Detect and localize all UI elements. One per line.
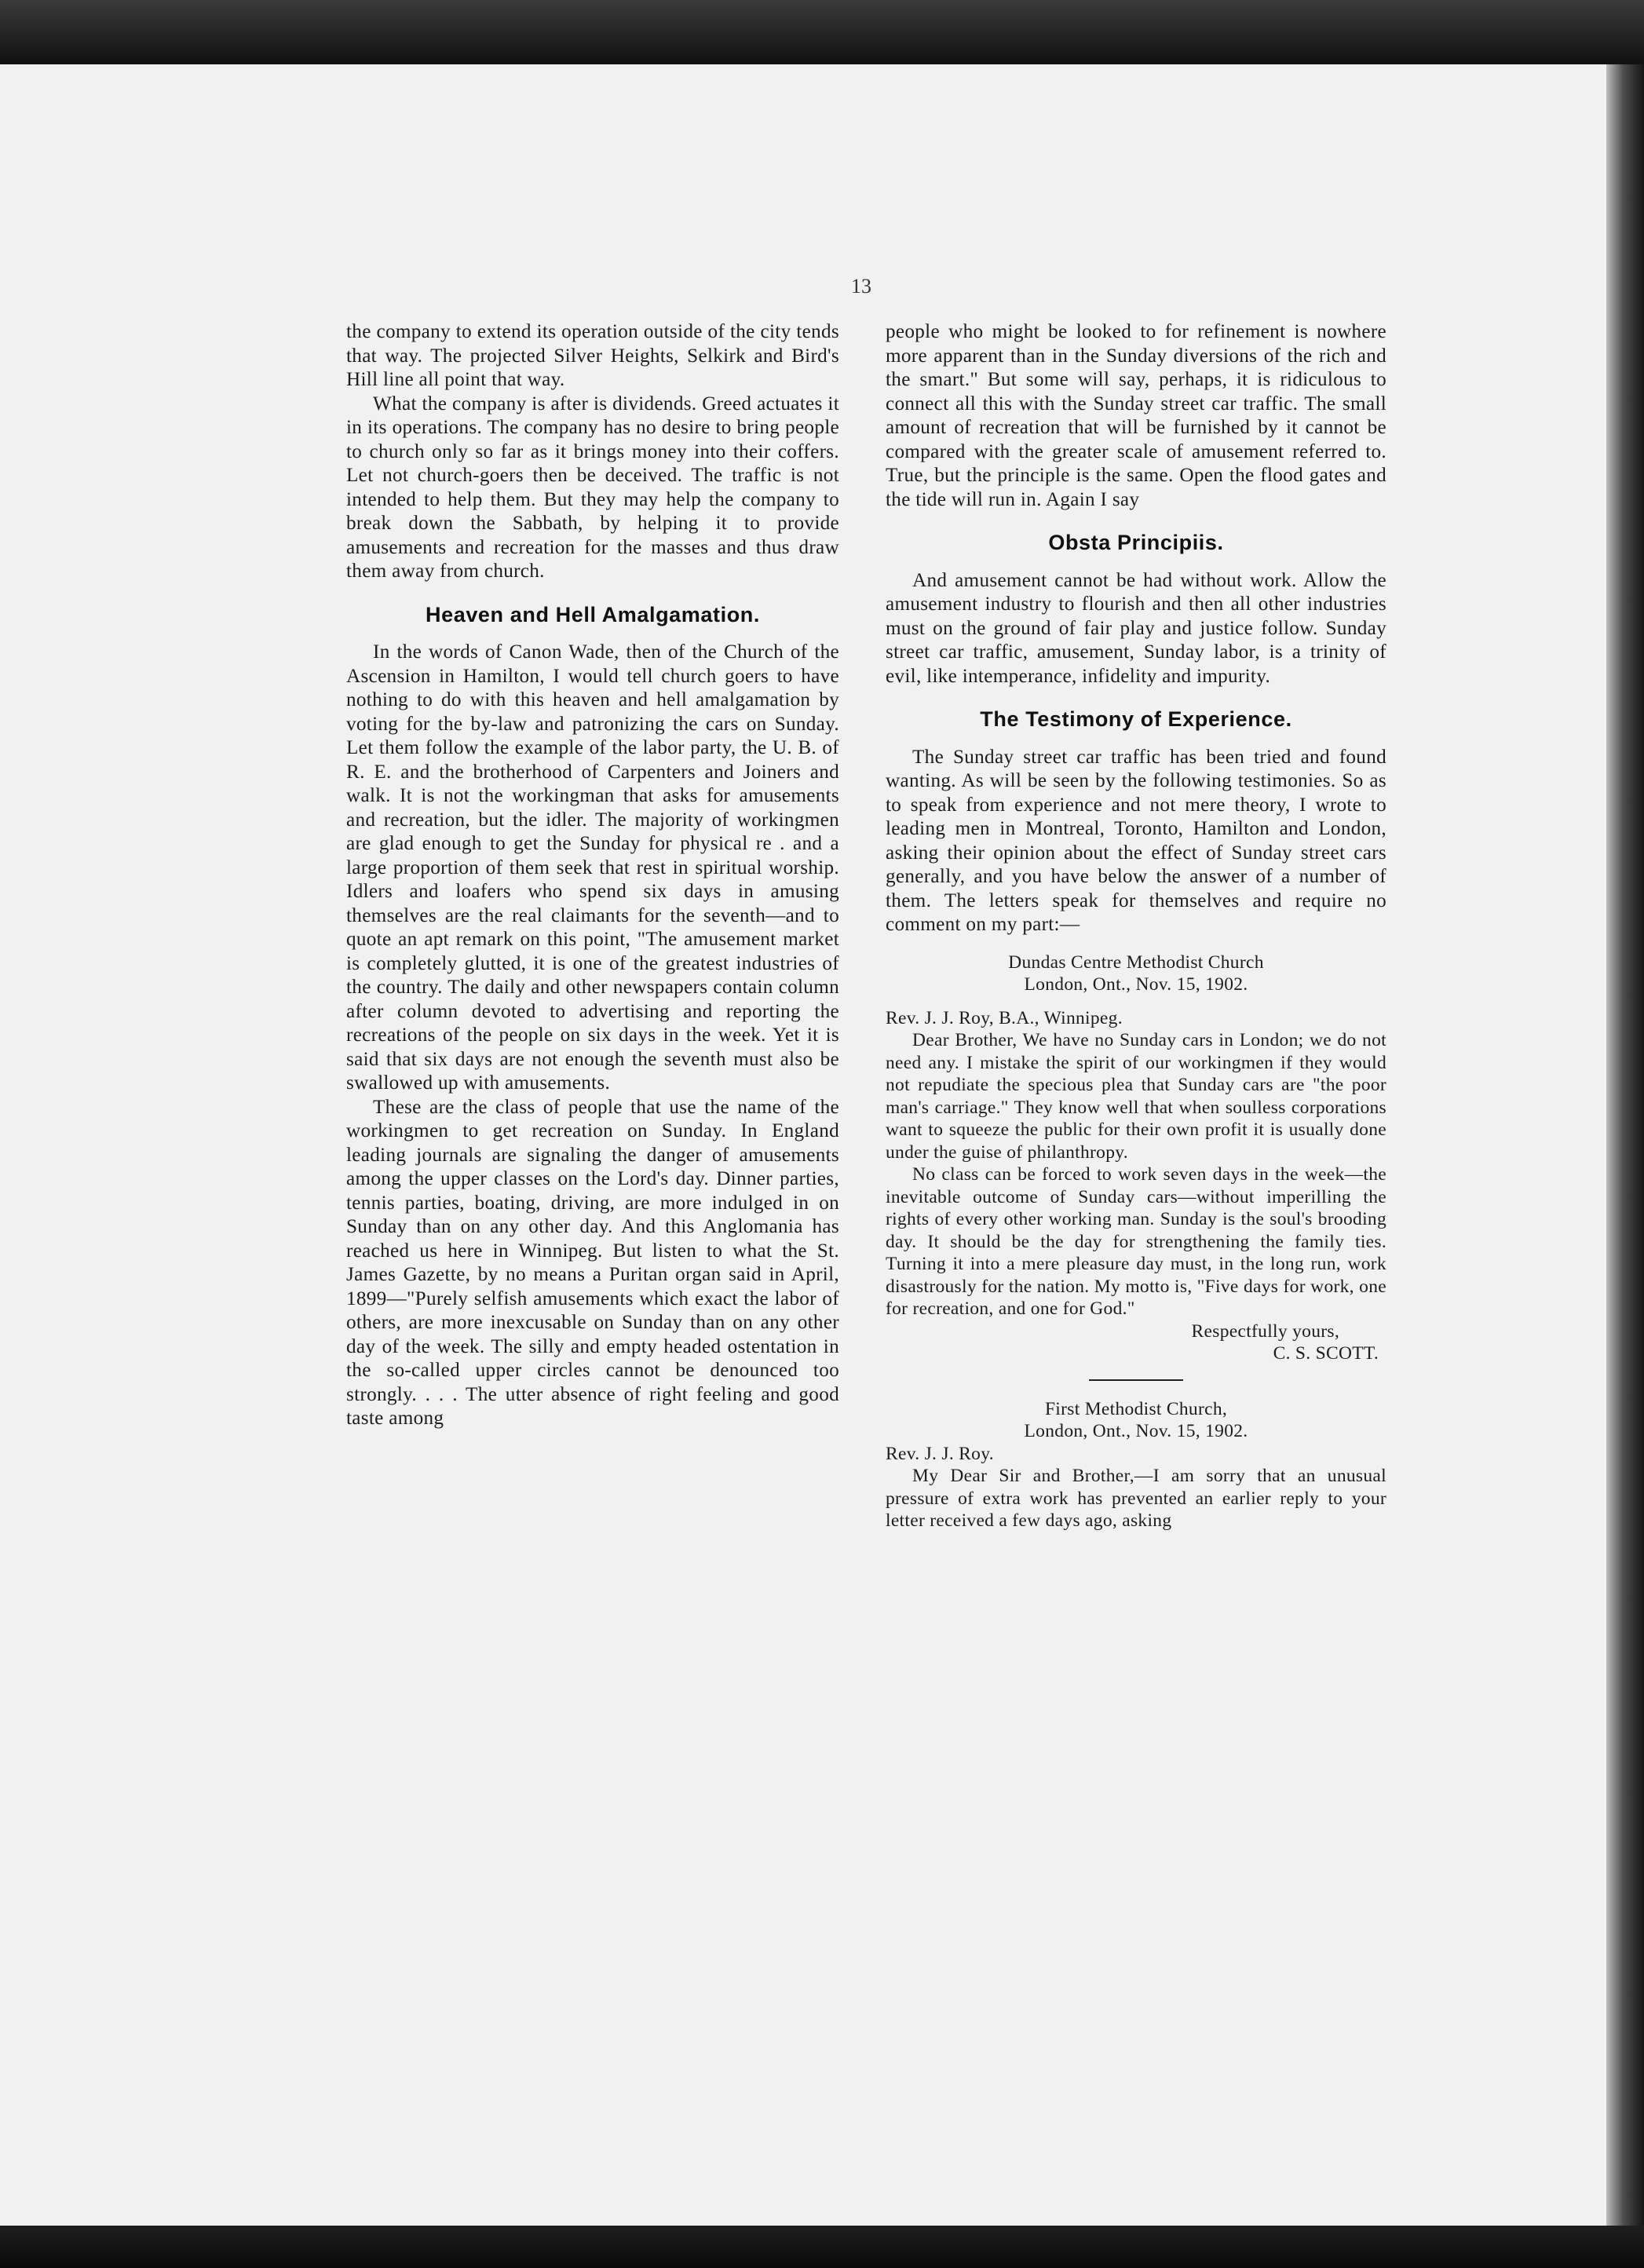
letter-closing: Respectfully yours, bbox=[1191, 1320, 1339, 1342]
letter-first-methodist bbox=[886, 1398, 1386, 1532]
letter-addressee: Rev. J. J. Roy. bbox=[886, 1443, 994, 1464]
letter-body: My Dear Sir and Brother,—I am sorry that an unusual pressure of extra work has prevented an earlier reply to your letter received a few days ago, asking bbox=[886, 1466, 1386, 1531]
right-column bbox=[886, 320, 1386, 1532]
scan-bottom-border bbox=[0, 2226, 1644, 2268]
section-heading: The Testimony of Experience. bbox=[980, 707, 1292, 731]
letter-body: Dear Brother, We have no Sunday cars in London; we do not need any. I mistake the spirit of our workingmen if they would not repudiate the specious plea that Sunday cars are "the poor man's carriage." They know well that when soulless corporations want to squeeze the public for their own profit it is usually done under the guise of philanthropy. bbox=[886, 1030, 1386, 1163]
paragraph: These are the class of people that use the name of the workingmen to get recreation on Sunday. In England leading journals are signaling the danger of amusements among the upper classes on the Lord's day. Dinner parties, tennis parties, boating, driving, are more indulged in on Sunday than on any other day. And this Anglomania has reached us here in Winnipeg. But listen to what the St. James Gazette, by no means a Puritan organ said in April, 1899—"Purely selfish amusements which exact the labor of others, are more inexcusable on Sunday than on any other day of the week. The silly and empty headed ostentation in the so-called upper circles cannot be denounced too strongly. . . . The utter absence of right feeling and good taste among bbox=[346, 1096, 839, 1429]
letter-church: First Methodist Church, bbox=[1044, 1398, 1228, 1419]
letter-signature: C. S. SCOTT. bbox=[1273, 1343, 1379, 1364]
paragraph: And amusement cannot be had without work. Allow the amusement industry to flourish and then all other industries must on the ground of fair play and justice follow. Sunday street car traffic, amusement, Sunday labor, is a trinity of evil, like intemperance, infidelity and impurity. bbox=[886, 569, 1386, 687]
paragraph: What the company is after is dividends. Greed actuates it in its operations. The company has no desire to bring people to church only so far as it brings money into their coffers. Let not church-goers then be deceived. The traffic is not intended to help them. But they may help the company to break down the Sabbath, by helping it to provide amusements and recreation for the masses and thus draw them away from church. bbox=[346, 393, 839, 582]
scan-top-border bbox=[0, 0, 1644, 64]
page-number: 13 bbox=[851, 275, 871, 298]
letter-church: Dundas Centre Methodist Church bbox=[1008, 951, 1264, 973]
letter-body: No class can be forced to work seven days in the week—the inevitable outcome of Sunday cars—without imperilling the rights of every other working man. Sunday is the soul's brooding day. It should be the day for strengthening the family ties. Turning it into a mere pleasure day must, in the long run, work disastrously for the nation. My motto is, "Five days for work, one for recreation, and one for God." bbox=[886, 1164, 1386, 1319]
letter-addressee: Rev. J. J. Roy, B.A., Winnipeg. bbox=[886, 1007, 1123, 1028]
section-heading: Heaven and Hell Amalgamation. bbox=[425, 602, 760, 626]
paragraph: people who might be looked to for refinement is nowhere more apparent than in the Sunday diversions of the rich and the smart." But some will say, perhaps, it is ridiculous to connect all this with the Sunday street car traffic. The small amount of recreation that will be furnished by it cannot be compared with the greater scale of amusement referred to. True, but the principle is the same. Open the flood gates and the tide will run in. Again I say bbox=[886, 321, 1386, 510]
scan-right-edge bbox=[1606, 64, 1644, 2226]
paragraph: the company to extend its operation outside of the city tends that way. The projected Silver Heights, Selkirk and Bird's Hill line all point that way. bbox=[346, 321, 839, 390]
section-heading: Obsta Principiis. bbox=[1048, 531, 1224, 554]
divider bbox=[1089, 1379, 1183, 1381]
letter-place-date: London, Ont., Nov. 15, 1902. bbox=[1024, 974, 1248, 995]
paragraph: In the words of Canon Wade, then of the Church of the Ascension in Hamilton, I would tell church goers to have nothing to do with this heaven and hell amalgamation by voting for the by-law and patronizing the cars on Sunday. Let them follow the example of the labor party, the U. B. of R. E. and the brotherhood of Carpenters and Joiners and walk. It is not the workingman that asks for amusements and recreation, but the idler. The majority of workingmen are glad enough to get the Sunday for physical re . and a large proportion of them seek that rest in spiritual worship. Idlers and loafers who spend six days in amusing themselves are the real claimants for the seventh—and to quote an apt remark on this point, "The amusement market is completely glutted, it is one of the greatest industries of the country. The daily and other newspapers contain column after column devoted to advertising and reporting the recreations of the people on six days in the week. Yet it is said that six days are not enough the seventh must also be swallowed up with amusements. bbox=[346, 641, 839, 1094]
paragraph: The Sunday street car traffic has been tried and found wanting. As will be seen by the following testimonies. So as to speak from experience and not mere theory, I wrote to leading men in Montreal, Toronto, Hamilton and London, asking their opinion about the effect of Sunday street cars generally, and you have below the answer of a number of them. The letters speak for themselves and require no comment on my part:— bbox=[886, 746, 1386, 935]
letter-scott bbox=[886, 951, 1386, 1365]
left-column bbox=[346, 320, 839, 1431]
letter-place-date: London, Ont., Nov. 15, 1902. bbox=[1024, 1421, 1248, 1441]
